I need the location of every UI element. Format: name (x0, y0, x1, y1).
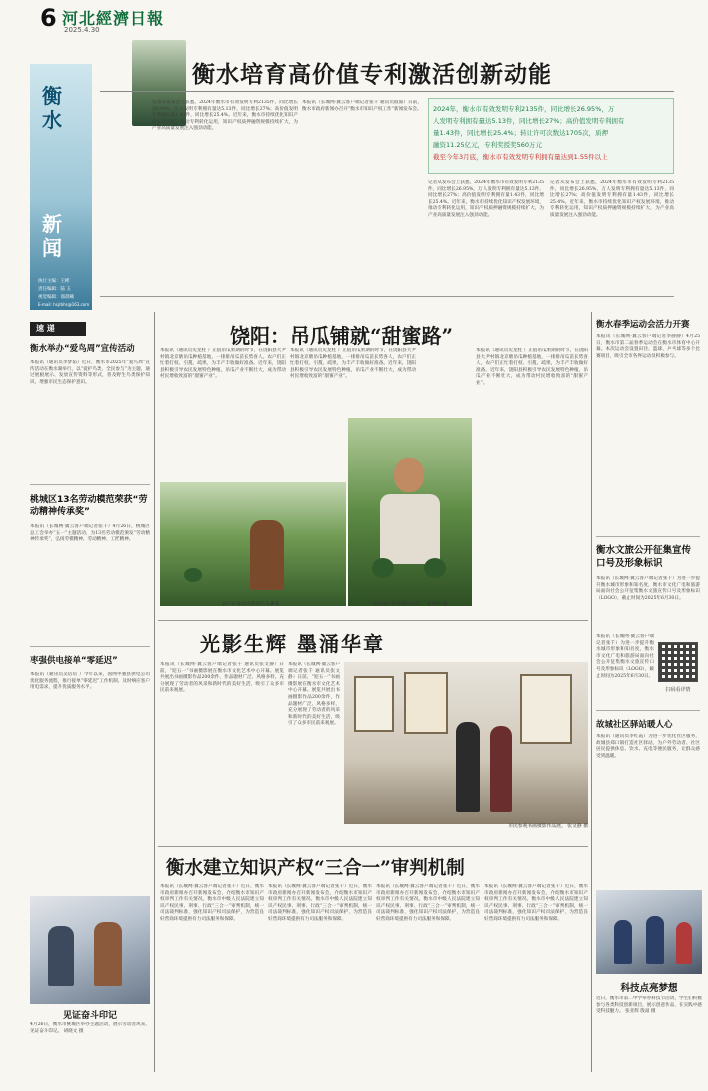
sidebar-right-rule-2 (596, 710, 700, 711)
section-char-1: 衡 (42, 84, 62, 108)
sidebar-right-photo (596, 890, 702, 974)
lead-headline: 衡水培育高价值专利激活创新动能 (192, 61, 552, 88)
sidebar-tag-label: 速 递 (36, 324, 55, 333)
sidebar-right-title-3: 故城社区驿站暖人心 (596, 720, 673, 730)
second-body-col2: 本报讯（通讯员史龙柱 ）正值吊瓜果期的时节，在饶阳县大尹村镇北京塘吊瓜种植基地，一排排吊瓜苗长势喜人，农户们正忙着打杈、引蔓、疏果，为丰产丰收做好准备。近年来，饶阳县积极引导农民发展特色种植，吊瓜产业不断壮大，成为带动村民增收致富的“甜蜜产业”。 (290, 348, 416, 380)
second-photo-1 (160, 482, 346, 606)
visitor (490, 726, 512, 812)
sidebar-left-body-3: 本报讯（通讯员吴培培 ）今年以来，国网枣强县供电公司优化服务流程，推行接单“零延迟”工作机制，及时响应客户用电需求，提升优质服务水平。 (30, 672, 150, 691)
exhibit-frame (354, 676, 394, 732)
lead-bottom-rule (100, 296, 674, 297)
section-char-4: 闻 (42, 236, 62, 260)
paper-name: 河北經濟日報 (62, 9, 165, 28)
sidebar-left-photo (30, 896, 150, 1004)
sidebar-left-rule-1 (30, 484, 150, 485)
highlight-line-5: 截至今年3月底，衡水市有效发明专利拥有量达到1.55件以上 (433, 153, 608, 161)
editor-line: 执行主编：王彬 (38, 279, 70, 284)
third-body-col1: 本报讯（长城网·冀云客户端记者张千 通讯员张文静）日前，“迎五一”书画摄影展在衡水市文化艺术中心开幕。展览共展出书画摄影作品200余件，作品题材广泛、风格多样，充分展现了劳动者的风采和新时代的美好生活，吸引了众多市民前来观展。 (160, 662, 284, 694)
sidebar-right-body-4: 近日，衡水市第二中学举办科技节活动，学生们积极参与各类科技创新项目，展示创意作品，在实践中感受科技魅力。 张亚辉 殷溢 摄 (596, 996, 702, 1015)
student (676, 922, 692, 964)
second-body-col3: 本报讯（通讯员史龙柱 ）正值吊瓜果期的时节，在饶阳县大尹村镇北京塘吊瓜种植基地，一排排吊瓜苗长势喜人，农户们正忙着打杈、引蔓、疏果，为丰产丰收做好准备。近年来，饶阳县积极引导农民发展特色种植，吊瓜产业不断壮大，成为带动村民增收致富的“甜蜜产业”。 (476, 348, 588, 386)
lead-body-col4: 记者从发布会上获悉，2024年衡水市有效发明专利2135件，同比增长26.95%，万人发明专利拥有量达5.13件，同比增长27%；高价值发明专利拥有量1.43件，同比增长25.4%。近年来，衡水市持续优化知识产权发展环境，推动专利转化运用，知识产权质押融资规模持续扩大，为产业高质量发展注入强劲动能。 (550, 180, 674, 218)
photo-figure (48, 926, 74, 986)
third-photo-caption: 市民参观书画摄影作品展。 张文静 摄 (508, 824, 588, 829)
qr-code[interactable] (658, 642, 698, 682)
date: 2025.4.30 (64, 26, 100, 34)
section-char-3: 新 (42, 212, 62, 236)
exhibit-frame (520, 674, 572, 744)
melon (372, 558, 394, 578)
farmer-face (394, 458, 424, 492)
sidebar-left-body-4: 4月26日，衡水市桃城区举办主题活动，展示劳动者风采，见证奋斗印记。 胡晓文 摄 (30, 1022, 150, 1034)
left-column-divider (154, 312, 155, 1072)
fourth-body-col3: 本报讯（长城网·冀云客户端记者张千）近日，衡水市政府新闻办召开新闻发布会，介绍衡水市知识产权审判工作有关情况。衡水市中级人民法院建立知识产权民事、刑事、行政“三合一”审判机制，统一司法裁判标准，强化知识产权司法保护，为营造良好营商环境提供有力司法服务和保障。 (376, 884, 480, 922)
sidebar-left-rule-2 (30, 646, 150, 647)
highlight-line-4: 融资11.25亿元，专利奖授奖560万元 (433, 141, 543, 149)
second-photo-2 (348, 418, 472, 606)
sidebar-left-title-3: 枣强供电接单“零延迟” (30, 656, 118, 666)
fourth-body-col2: 本报讯（长城网·冀云客户端记者张千）近日，衡水市政府新闻办召开新闻发布会，介绍衡水市知识产权审判工作有关情况。衡水市中级人民法院建立知识产权民事、刑事、行政“三合一”审判机制，统一司法裁判标准，强化知识产权司法保护，为营造良好营商环境提供有力司法服务和保障。 (268, 884, 372, 922)
lead-rule (100, 91, 674, 92)
sidebar-right-body-1: 本报讯（长城网·冀云客户端记者李静静）4月25日，衡水市第二届春季运动会在衡水市体育中心开幕。本次运动会设置田径、篮球、乒乓球等多个比赛项目，吸引全市各界运动员积极参与。 (596, 334, 700, 359)
sidebar-right-title-1: 衡水春季运动会活力开赛 (596, 320, 690, 330)
page-number: 6 (40, 4, 57, 32)
sidebar-left-title-2: 桃城区13名劳动模范荣获“劳动精神传承奖” (30, 495, 148, 517)
farmer-body (380, 494, 440, 564)
fourth-top-rule (158, 846, 588, 847)
highlight-line-3: 量1.43件，同比增长25.4%；转让许可次数达1705次，质押 (433, 129, 609, 137)
qr-caption: 扫码看详情 (665, 687, 691, 693)
email-line: E-mail: hsjrbhs@163.com (38, 302, 90, 307)
melon (184, 568, 202, 582)
duty-line: 责任编辑：陆 玉 (38, 287, 71, 292)
visitor (456, 722, 480, 812)
fourth-headline: 衡水建立知识产权“三合一”审判机制 (166, 858, 465, 879)
highlight-line-2: 人发明专利拥有量达5.13件，同比增长27%；高价值发明专利拥有 (433, 117, 625, 125)
section-char-2: 水 (42, 108, 62, 132)
third-headline: 光影生辉 墨涌华章 (200, 632, 385, 656)
student (646, 916, 664, 964)
photo-figure (94, 922, 122, 986)
sidebar-right-body-2b: 本报讯（长城网·冀云客户端记者张千）为进一步提升衡水城市形象和知名度，衡水市文化广电和旅游局面向社会公开征集衡水文旅宣传口号及形象标识（LOGO），截止时间为2025年6月30日。 (596, 634, 654, 679)
sidebar-right-body-2: 本报讯（长城网·冀云客户端记者张千）为进一步提升衡水城市形象和知名度，衡水市文化广电和旅游局面向社会公开征集衡水文旅宣传口号及形象标识（LOGO），截止时间为2025年6月30日。 (596, 576, 700, 601)
lead-highlight-box (428, 98, 674, 174)
sidebar-left-title-1: 衡水举办“爱鸟周”宣传活动 (30, 344, 135, 354)
sidebar-right-title-4: 科技点亮梦想 (620, 983, 678, 994)
sidebar-left-body-1: 本报讯（通讯员李梦茹）近日，衡水市2025年“爱鸟周”宣传活动在衡水湖举行，以“爱护鸟类，全民参与”为主题，通过展板展示、发放宣传资料等形式，普及野生鸟类保护知识，增强市民生态保护意识。 (30, 360, 150, 385)
sidebar-left-title-4: 见证奋斗印记 (62, 1011, 117, 1021)
review-line: 视觉编辑：邵晨曦 (38, 295, 74, 300)
second-photo2-caption: 农民展示新采摘的吊瓜。 崔德林 摄 (372, 602, 448, 607)
lead-body-col3: 记者从发布会上获悉，2024年衡水市有效发明专利2135件，同比增长26.95%，万人发明专利拥有量达5.13件，同比增长27%；高价值发明专利拥有量1.43件，同比增长25.4%。近年来，衡水市持续优化知识产权发展环境，推动专利转化运用，知识产权质押融资规模持续扩大，为产业高质量发展注入强劲动能。 (428, 180, 544, 218)
melon (424, 558, 446, 578)
sidebar-right-title-2: 衡水文旅公开征集宣传口号及形象标识 (596, 545, 692, 569)
right-column-divider (591, 312, 592, 1072)
fourth-body-col4: 本报讯（长城网·冀云客户端记者张千）近日，衡水市政府新闻办召开新闻发布会，介绍衡水市知识产权审判工作有关情况。衡水市中级人民法院建立知识产权民事、刑事、行政“三合一”审判机制，统一司法裁判标准，强化知识产权司法保护，为营造良好营商环境提供有力司法服务和保障。 (484, 884, 588, 922)
masthead (0, 0, 708, 60)
student (614, 920, 632, 964)
exhibit-frame (404, 672, 448, 734)
section-banner (30, 64, 92, 310)
third-photo (344, 662, 588, 824)
second-headline: 饶阳：吊瓜铺就“甜蜜路” (230, 324, 454, 348)
sidebar-right-body-3: 本报讯（通讯员李红霞）为进一步优化社区服务，故城县郑口镇打造社区驿站，为户外劳动者、社区居民提供休息、饮水、充电等便民服务，让群众感受到温暖。 (596, 734, 700, 759)
third-top-rule (158, 620, 588, 621)
third-body-col2: 本报讯（长城网·冀云客户端记者张千 通讯员张文静）日前，“迎五一”书画摄影展在衡水市文化艺术中心开幕。展览共展出书画摄影作品200余件，作品题材广泛、风格多样，充分展现了劳动者的风采和新时代的美好生活，吸引了众多市民前来观展。 (288, 662, 340, 727)
sidebar-right-rule-1 (596, 536, 700, 537)
farmer (250, 520, 284, 590)
lead-body-col1: 记者从发布会上获悉，2024年衡水市有效发明专利2135件，同比增长26.95%，万人发明专利拥有量达5.13件，同比增长27%；高价值发明专利拥有量1.43件，同比增长25.4%。近年来，衡水市持续优化知识产权发展环境，推动专利转化运用，知识产权质押融资规模持续扩大，为产业高质量发展注入强劲动能。 (152, 100, 298, 132)
second-body-col1: 本报讯（通讯员史龙柱 ）正值吊瓜果期的时节，在饶阳县大尹村镇北京塘吊瓜种植基地，一排排吊瓜苗长势喜人，农户们正忙着打杈、引蔓、疏果，为丰产丰收做好准备。近年来，饶阳县积极引导农民发展特色种植，吊瓜产业不断壮大，成为带动村民增收致富的“甜蜜产业”。 (160, 348, 286, 380)
highlight-line-1: 2024年，衡水市有效发明专利2135件，同比增长26.95%，万 (433, 105, 615, 113)
second-photo1-caption: 农户在基地内整理吊瓜藤蔓。 (221, 602, 285, 607)
sidebar-tag (30, 322, 86, 336)
lead-body-col2: 本报讯（长城网·冀云客户端记者张千 通讯员殷溢）日前，衡水市政府新闻办召开“衡水市知识产权工作”新闻发布会。 (302, 100, 422, 112)
sidebar-left-body-2: 本报讯（长城网·冀云客户端记者张千）4月26日，桃城区总工会举办“五一”主题活动，为13名劳动模范颁发“劳动精神传承奖”，弘扬劳模精神、劳动精神、工匠精神。 (30, 524, 150, 543)
fourth-body-col1: 本报讯（长城网·冀云客户端记者张千）近日，衡水市政府新闻办召开新闻发布会，介绍衡水市知识产权审判工作有关情况。衡水市中级人民法院建立知识产权民事、刑事、行政“三合一”审判机制，统一司法裁判标准，强化知识产权司法保护，为营造良好营商环境提供有力司法服务和保障。 (160, 884, 264, 922)
